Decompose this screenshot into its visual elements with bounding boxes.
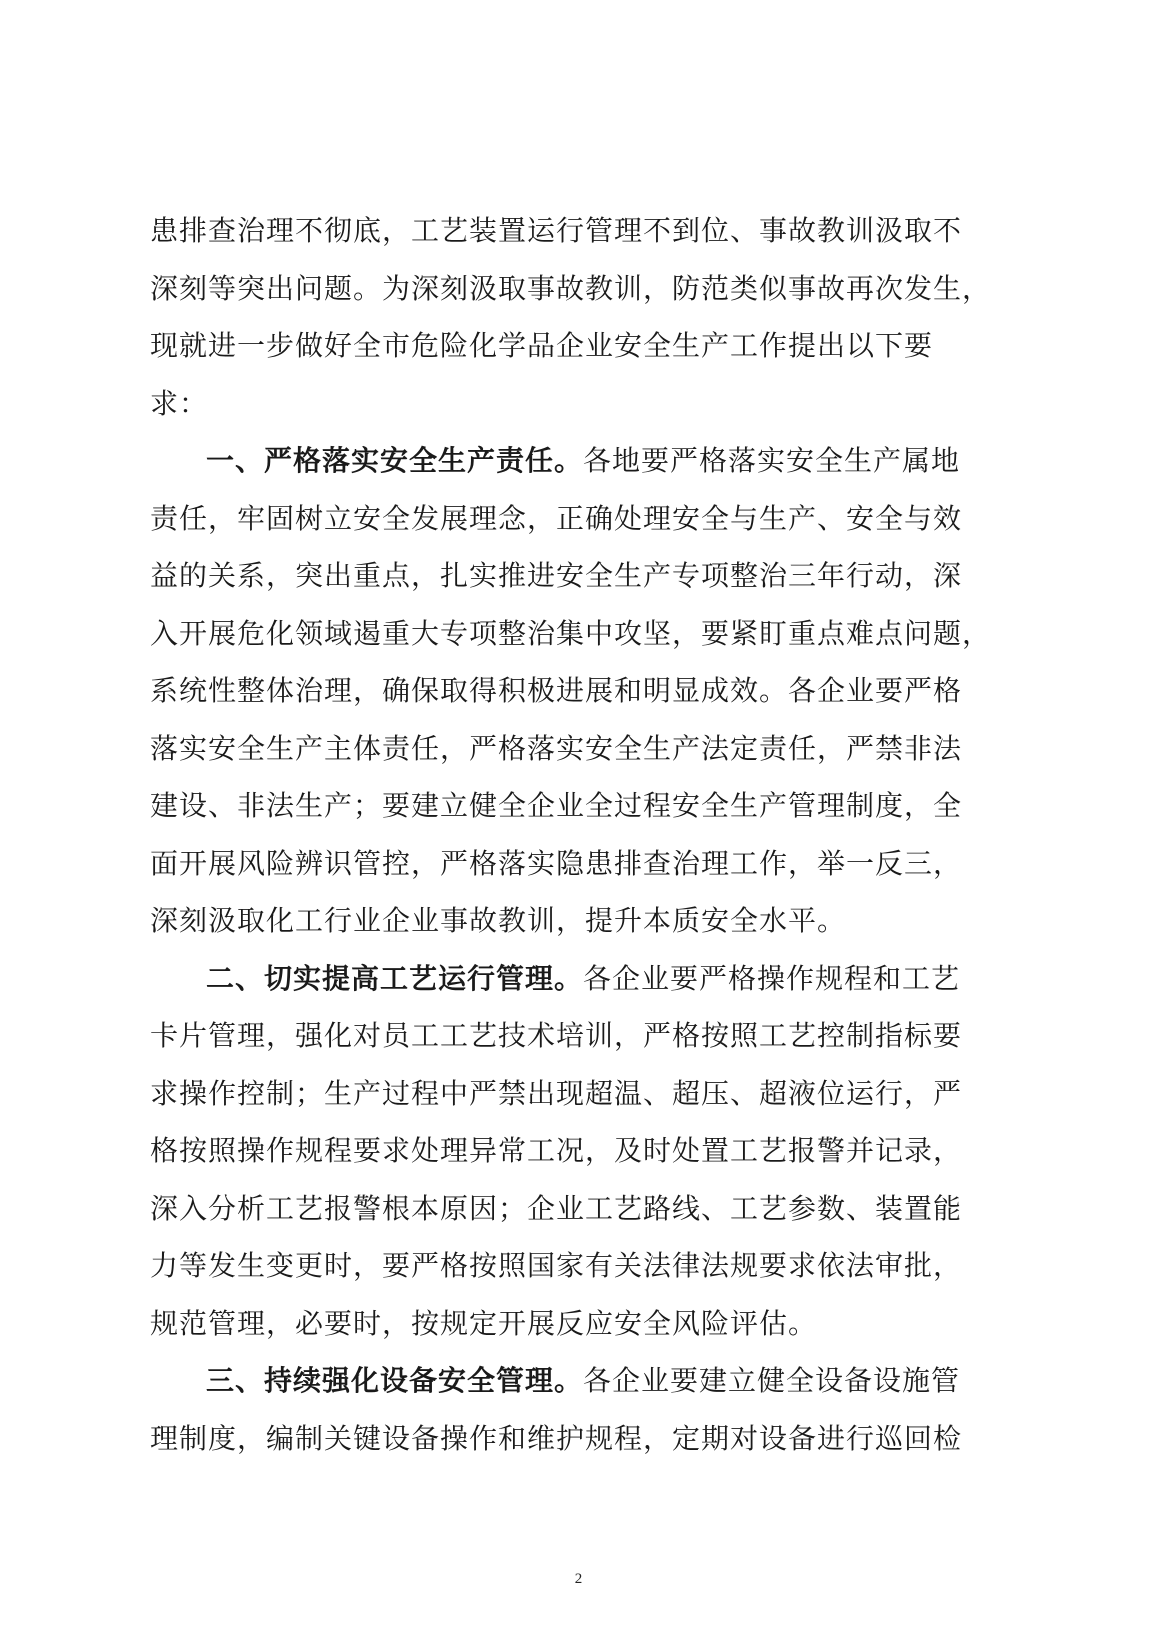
page-number: 2 — [574, 1571, 583, 1587]
text-line — [150, 662, 995, 720]
text-line — [150, 432, 995, 490]
line-text: 力等发生变更时，要严格按照国家有关法律法规要求依法审批， — [150, 1249, 963, 1282]
line-text: 系统性整体治理，确保取得积极进展和明显成效。各企业要严格 — [150, 674, 963, 707]
text-line — [150, 950, 995, 1008]
text-line — [150, 1180, 995, 1238]
line-text: 格按照操作规程要求处理异常工况，及时处置工艺报警并记录， — [150, 1134, 963, 1167]
text-line — [150, 375, 995, 433]
line-text: 面开展风险辨识管控，严格落实隐患排查治理工作，举一反三， — [150, 846, 963, 880]
line-text: 深刻等突出问题。为深刻汲取事故教训，防范类似事故再次发生， — [150, 271, 992, 305]
line-text: 求： — [150, 386, 209, 420]
text-line — [150, 547, 995, 605]
text-line — [150, 490, 995, 548]
text-line — [150, 605, 995, 663]
line-text: 落实安全生产主体责任，严格落实安全生产法定责任，严禁非法 — [150, 731, 963, 765]
line-text: 求操作控制；生产过程中严禁出现超温、超压、超液位运行，严 — [150, 1076, 963, 1110]
text-line — [150, 892, 995, 950]
line-text: 各企业要严格操作规程和工艺 — [583, 961, 961, 995]
section-heading: 二、切实提高工艺运行管理。 — [206, 961, 584, 995]
line-text: 深刻汲取化工行业企业事故教训，提升本质安全水平。 — [150, 904, 847, 937]
section-heading: 三、持续强化设备安全管理。 — [206, 1364, 584, 1397]
text-line — [150, 1352, 995, 1410]
text-line — [150, 1237, 995, 1295]
text-line — [150, 1065, 995, 1123]
line-text: 卡片管理，强化对员工工艺技术培训，严格按照工艺控制指标要 — [150, 1019, 963, 1052]
text-line — [150, 317, 995, 375]
line-text: 建设、非法生产；要建立健全企业全过程安全生产管理制度，全 — [150, 789, 963, 822]
line-text: 各企业要建立健全设备设施管 — [583, 1364, 961, 1397]
text-line — [150, 777, 995, 835]
text-line — [150, 202, 995, 260]
section-heading: 一、严格落实安全生产责任。 — [206, 444, 584, 477]
body-text — [150, 202, 995, 1467]
line-text: 患排查治理不彻底，工艺装置运行管理不到位、事故教训汲取不 — [150, 214, 963, 247]
text-line — [150, 260, 995, 318]
line-text: 入开展危化领域遏重大专项整治集中攻坚，要紧盯重点难点问题， — [150, 616, 992, 650]
text-line — [150, 720, 995, 778]
line-text: 规范管理，必要时，按规定开展反应安全风险评估。 — [150, 1306, 818, 1340]
line-text: 深入分析工艺报警根本原因；企业工艺路线、工艺参数、装置能 — [150, 1191, 963, 1225]
text-line — [150, 1410, 995, 1468]
line-text: 理制度，编制关键设备操作和维护规程，定期对设备进行巡回检 — [150, 1421, 963, 1455]
text-line — [150, 1007, 995, 1065]
line-text: 责任，牢固树立安全发展理念，正确处理安全与生产、安全与效 — [150, 501, 963, 535]
text-line — [150, 1122, 995, 1180]
text-line — [150, 835, 995, 893]
line-text: 现就进一步做好全市危险化学品企业安全生产工作提出以下要 — [150, 329, 934, 362]
text-line — [150, 1295, 995, 1353]
line-text: 各地要严格落实安全生产属地 — [583, 444, 961, 477]
line-text: 益的关系，突出重点，扎实推进安全生产专项整治三年行动，深 — [150, 559, 963, 592]
